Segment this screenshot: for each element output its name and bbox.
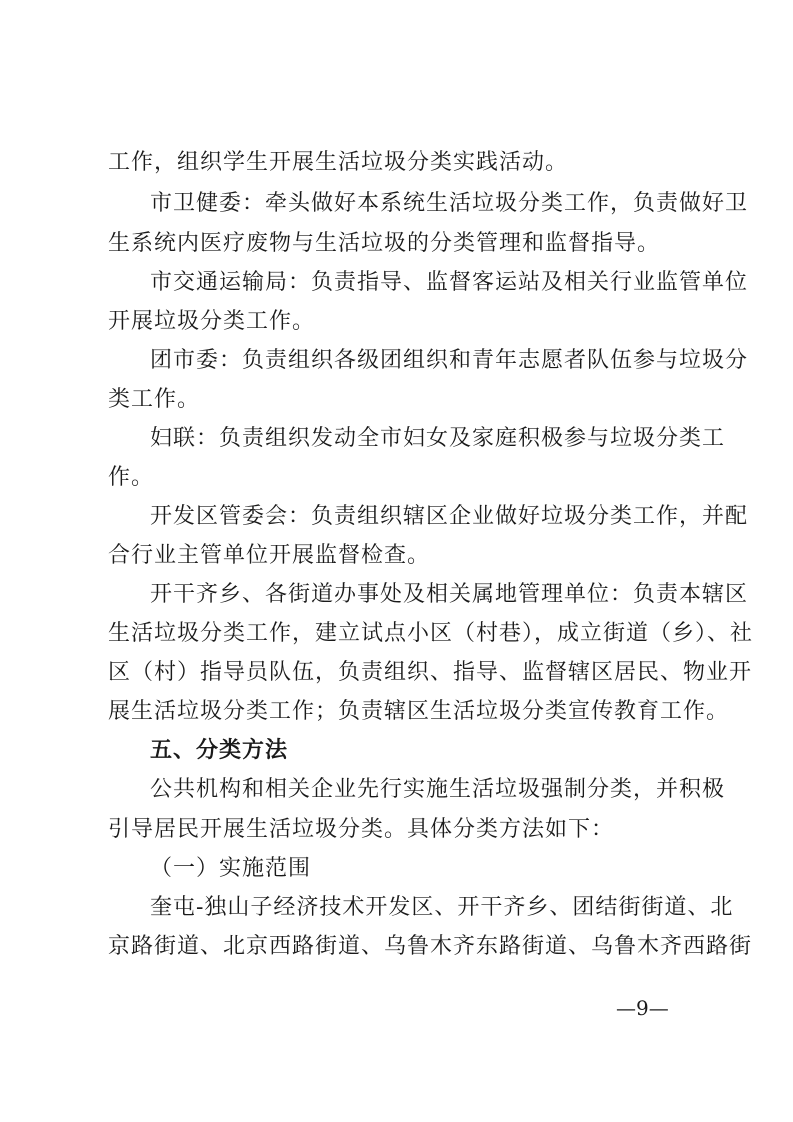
text-line: 合行业主管单位开展监督检查。 [108,543,431,568]
text-line: 开发区管委会：负责组织辖区企业做好垃圾分类工作，并配 [150,504,749,529]
page-number: —9— [616,996,669,1020]
text-line: 引导居民开展生活垃圾分类。具体分类方法如下： [108,817,615,842]
text-line: 市卫健委：牵头做好本系统生活垃圾分类工作，负责做好卫 [150,191,749,216]
text-line: 生系统内医疗废物与生活垃圾的分类管理和监督指导。 [108,231,661,256]
text-line: 类工作。 [108,387,201,412]
text-line: 开展垃圾分类工作。 [108,309,316,334]
text-line: 市交通运输局：负责指导、监督客运站及相关行业监管单位 [150,270,749,295]
text-line: 妇联：负责组织发动全市妇女及家庭积极参与垃圾分类工 [150,426,726,451]
text-line: 工作，组织学生开展生活垃圾分类实践活动。 [108,150,569,175]
text-line: 公共机构和相关企业先行实施生活垃圾强制分类，并积极 [150,777,726,802]
text-line: 奎屯-独山子经济技术开发区、开干齐乡、团结街街道、北 [150,895,734,920]
text-line: 京路街道、北京西路街道、乌鲁木齐东路街道、乌鲁木齐西路街 [108,934,753,959]
text-line: 展生活垃圾分类工作；负责辖区生活垃圾分类宣传教育工作。 [108,699,730,724]
text-line: 团市委：负责组织各级团组织和青年志愿者队伍参与垃圾分 [150,348,749,373]
text-line: 生活垃圾分类工作，建立试点小区（村巷），成立街道（乡）、社 [108,621,754,646]
subsection-heading: （一）实施范围 [150,856,312,881]
text-line: 开干齐乡、各街道办事处及相关属地管理单位：负责本辖区 [150,582,749,607]
text-line: 作。 [108,465,155,490]
section-heading: 五、分类方法 [150,738,289,763]
text-line: 区（村）指导员队伍，负责组织、指导、监督辖区居民、物业开 [108,660,753,685]
